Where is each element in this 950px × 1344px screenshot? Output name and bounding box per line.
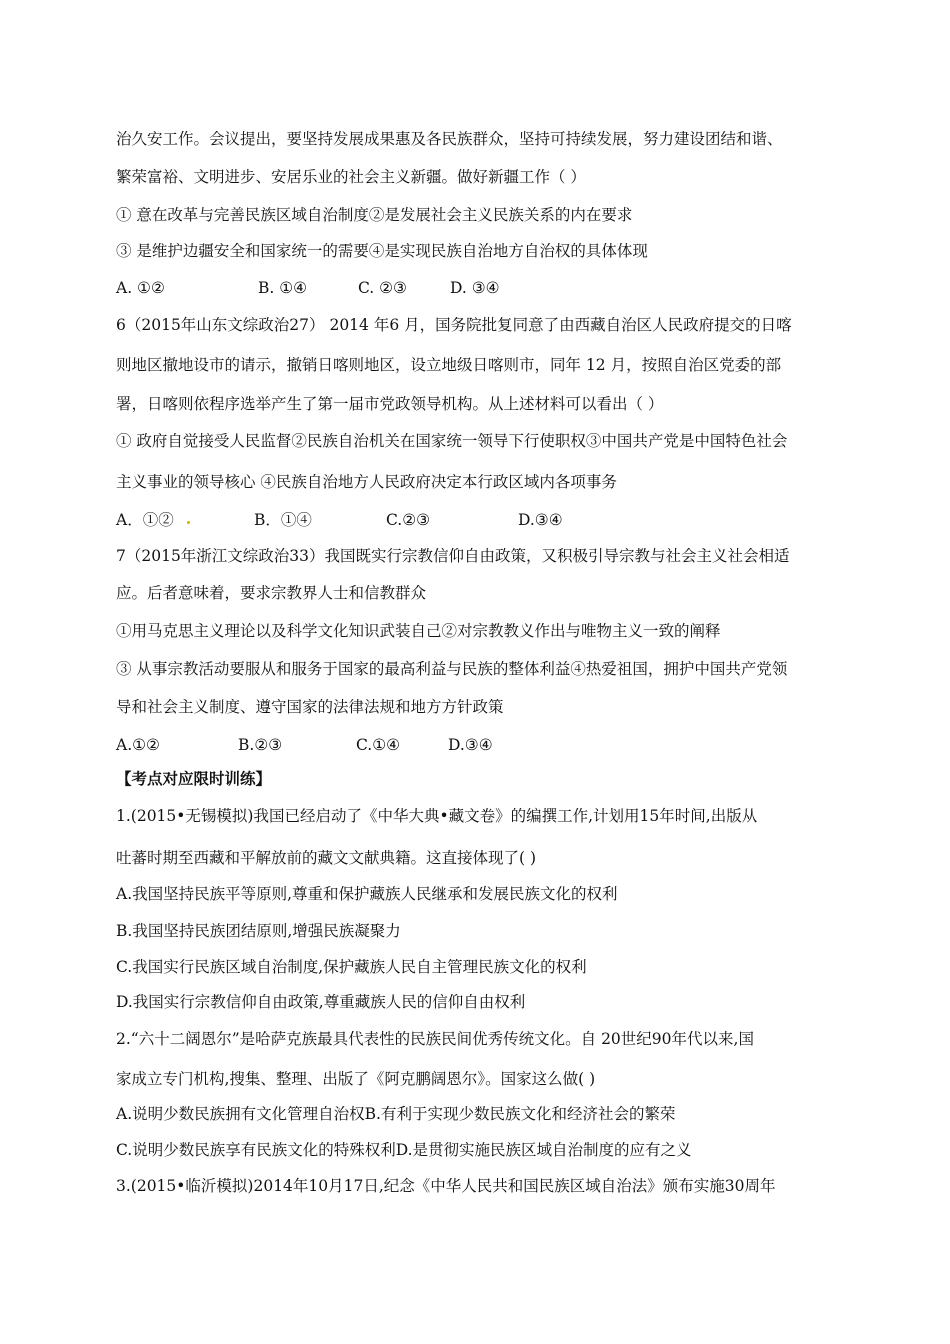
q6-option-b: B．①④ xyxy=(254,511,312,529)
q6-stem-line-3: 署，日喀则依程序选举产生了第一届市党政领导机构。从上述材料可以看出（ ） xyxy=(116,395,664,413)
t1-option-b: B.我国坚持民族团结原则,增强民族凝聚力 xyxy=(116,922,401,940)
t3-stem-line-1: 3.(2015•临沂模拟)2014年10月17日,纪念《中华人民共和国民族区域自治法》颁布实施30周年 xyxy=(116,1177,776,1195)
q6-stem-line-1: 6（2015年山东文综政治27） 2014 年6 月，国务院批复同意了由西藏自治区人民政府提交的日喀 xyxy=(116,316,792,334)
q6-options xyxy=(116,510,563,530)
q6-statements-line-1: ① 政府自觉接受人民监督②民族自治机关在国家统一领导下行使职权③中国共产党是中国特色社会 xyxy=(116,432,788,450)
t1-option-a: A.我国坚持民族平等原则,尊重和保护藏族人民继承和发展民族文化的权利 xyxy=(116,885,618,903)
q6-stem-line-2: 则地区撤地设市的请示，撤销日喀则地区，设立地级日喀则市，同年 12 月，按照自治区党委的部 xyxy=(116,356,782,374)
q5-option-b: B. ①④ xyxy=(258,279,308,297)
q7-options xyxy=(116,735,493,755)
q5-option-c: C. ②③ xyxy=(358,279,407,297)
q7-stem-line-2: 应。后者意味着，要求宗教界人士和信教群众 xyxy=(116,584,427,602)
q5-stem-line-1: 治久安工作。会议提出，要坚持发展成果惠及各民族群众，坚持可持续发展，努力建设团结和谐、 xyxy=(116,130,783,148)
q7-option-b: B.②③ xyxy=(238,736,283,754)
q7-option-c: C.①④ xyxy=(356,736,401,754)
q7-statement-4-line: 导和社会主义制度、遵守国家的法律法规和地方方针政策 xyxy=(116,698,504,716)
q6-option-dot xyxy=(186,510,254,530)
t1-option-d: D.我国实行宗教信仰自由政策,尊重藏族人民的信仰自由权利 xyxy=(116,993,526,1011)
q5-option-d: D. ③④ xyxy=(450,279,500,297)
q7-statements-1-2: ①用马克思主义理论以及科学文化知识武装自己②对宗教教义作出与唯物主义一致的阐释 xyxy=(116,622,721,640)
q7-statement-3-line: ③ 从事宗教活动要服从和服务于国家的最高利益与民族的整体利益④热爱祖国，拥护中国共产党领 xyxy=(116,660,788,678)
q6-option-a: A．①② xyxy=(116,511,174,529)
t1-option-c: C.我国实行民族区域自治制度,保护藏族人民自主管理民族文化的权利 xyxy=(116,958,587,976)
t2-options-a-b: A.说明少数民族拥有文化管理自治权B.有利于实现少数民族文化和经济社会的繁荣 xyxy=(116,1105,676,1123)
q5-statements-3-4: ③ 是维护边疆安全和国家统一的需要④是实现民族自治地方自治权的具体体现 xyxy=(116,242,648,260)
q5-stem-line-2: 繁荣富裕、文明进步、安居乐业的社会主义新疆。做好新疆工作（ ） xyxy=(116,168,586,186)
section-title: 【考点对应限时训练】 xyxy=(116,770,272,788)
q5-option-a: A. ①② xyxy=(116,279,165,297)
q7-option-d: D.③④ xyxy=(448,736,493,754)
q7-option-a: A.①② xyxy=(116,736,160,754)
q6-option-d: D.③④ xyxy=(518,511,563,529)
q6-statements-line-2: 主义事业的领导核心 ④民族自治地方人民政府决定本行政区域内各项事务 xyxy=(116,473,617,491)
t2-stem-line-2: 家成立专门机构,搜集、整理、出版了《阿克鹏阔恩尔》。国家这么做( ) xyxy=(116,1070,596,1088)
q6-option-c: C.②③ xyxy=(386,511,431,529)
q7-stem-line-1: 7（2015年浙江文综政治33）我国既实行宗教信仰自由政策，又积极引导宗教与社会主义社会相适 xyxy=(116,547,790,565)
q5-statements-1-2: ① 意在改革与完善民族区域自治制度②是发展社会主义民族关系的内在要求 xyxy=(116,206,633,224)
t1-stem-line-1: 1.(2015•无锡模拟)我国已经启动了《中华大典•藏文卷》的编撰工作,计划用15年时间,出版从 xyxy=(116,807,758,825)
t1-stem-line-2: 吐蕃时期至西藏和平解放前的藏文文献典籍。这直接体现了( ) xyxy=(116,849,537,867)
t2-stem-line-1: 2.“六十二阔恩尔”是哈萨克族最具代表性的民族民间优秀传统文化。自 20世纪90年代以来,国 xyxy=(116,1030,754,1048)
q5-options xyxy=(116,278,500,298)
t2-options-c-d: C.说明少数民族享有民族文化的特殊权利D.是贯彻实施民族区域自治制度的应有之义 xyxy=(116,1141,692,1159)
